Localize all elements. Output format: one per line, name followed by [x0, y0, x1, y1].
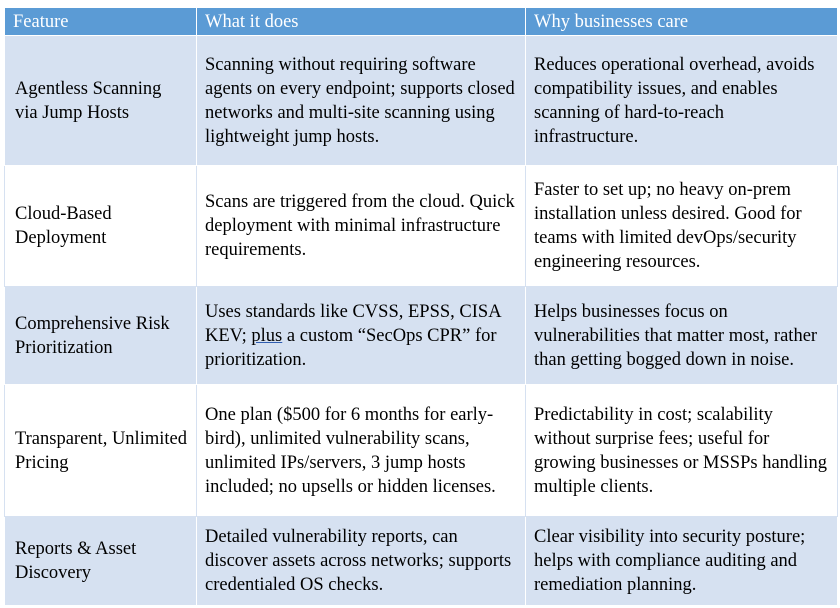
table-row	[5, 166, 838, 287]
header-feature: Feature	[5, 8, 197, 36]
header-why-businesses-care: Why businesses care	[526, 8, 838, 36]
table-row	[5, 517, 838, 606]
why-cell: Reduces operational overhead, avoids compatibility issues, and enables scanning of hard-to-reach infrastructure.	[526, 36, 838, 166]
feature-cell: Transparent, Unlimited Pricing	[5, 385, 197, 517]
what-cell: Detailed vulnerability reports, can discover assets across networks; supports credentialed OS checks.	[197, 517, 526, 606]
why-cell: Predictability in cost; scalability without surprise fees; useful for growing businesses or MSSPs handling multiple clients.	[526, 385, 838, 517]
table-row	[5, 287, 838, 385]
feature-cell: Reports & Asset Discovery	[5, 517, 197, 606]
why-cell: Clear visibility into security posture; helps with compliance auditing and remediation planning.	[526, 517, 838, 606]
what-cell: Scans are triggered from the cloud. Quick deployment with minimal infrastructure requirements.	[197, 166, 526, 287]
header-row	[5, 8, 838, 36]
what-cell: Scanning without requiring software agents on every endpoint; supports closed networks and multi-site scanning using lightweight jump hosts.	[197, 36, 526, 166]
what-cell: One plan ($500 for 6 months for early-bird), unlimited vulnerability scans, unlimited IPs/servers, 3 jump hosts included; no upsells or hidden licenses.	[197, 385, 526, 517]
why-cell: Faster to set up; no heavy on-prem installation unless desired. Good for teams with limited devOps/security engineering resources.	[526, 166, 838, 287]
spellcheck-underlined-word: plus	[251, 325, 283, 346]
feature-cell: Comprehensive Risk Prioritization	[5, 287, 197, 385]
what-cell	[197, 287, 526, 385]
header-what-it-does: What it does	[197, 8, 526, 36]
why-cell: Helps businesses focus on vulnerabilities that matter most, rather than getting bogged down in noise.	[526, 287, 838, 385]
feature-cell: Agentless Scanning via Jump Hosts	[5, 36, 197, 166]
feature-comparison-table	[4, 7, 838, 606]
feature-cell: Cloud-Based Deployment	[5, 166, 197, 287]
table-body	[5, 36, 838, 606]
what-text-after: a custom “SecOps CPR” for prioritization.	[205, 325, 497, 370]
table-header	[5, 8, 838, 36]
table-row	[5, 385, 838, 517]
what-text-before: Uses standards like CVSS, EPSS, CISA KEV;	[205, 301, 501, 346]
table-row	[5, 36, 838, 166]
